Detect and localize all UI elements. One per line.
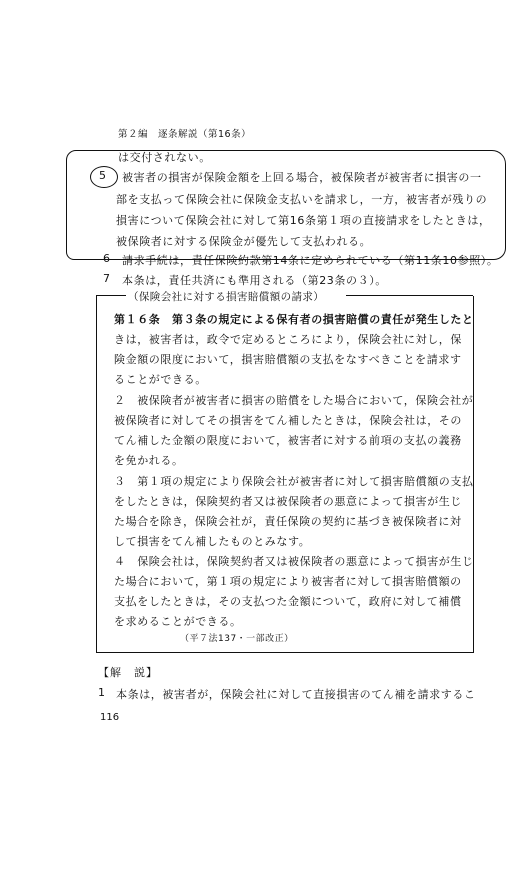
para7-number: 7 <box>103 272 111 285</box>
article-line: をしたときは，保険契約者又は被保険者の悪意によって損害が生じ <box>114 495 462 508</box>
article-line: を求めることができる。 <box>114 615 242 628</box>
para5-line: 被保険者に対する保険金が優先して支払われる。 <box>116 235 372 248</box>
article-line: ることができる。 <box>114 373 207 386</box>
commentary-number: 1 <box>98 686 106 699</box>
para5-line: 損害について保険会社に対して第16条第１項の直接請求をしたときは， <box>116 214 491 227</box>
article-line: 被保険者に対してその損害をてん補したときは，保険会社は，その <box>114 414 462 427</box>
article-line: ２ 被保険者が被害者に損害の賠償をした場合において，保険会社が <box>114 394 474 407</box>
article-line: 支払をしたときは，その支払つた金額について，政府に対して補償 <box>114 595 462 608</box>
para6-text: 請求手続は，責任保険約款第14条に定められている（第11条10参照）。 <box>122 254 499 267</box>
paragraph-number: 5 <box>99 169 107 182</box>
article-line: して損害をてん補したものとみなす。 <box>114 535 311 548</box>
amendment-note: （平７法137・一部改正） <box>180 634 294 644</box>
page-number: 116 <box>100 712 120 723</box>
article-line: を免かれる。 <box>114 454 184 467</box>
para6-number: 6 <box>103 252 111 265</box>
article-line: 険金額の限度において，損害賠償額の支払をなすべきことを請求す <box>114 353 462 366</box>
para5-line: 部を支払って保険会社に保険金支払いを請求し，一方，被害者が残りの <box>116 193 488 206</box>
article-line: た場合において，第１項の規定により被害者に対して損害賠償額の <box>114 575 462 588</box>
article-line: きは，被害者は，政令で定めるところにより，保険会社に対し，保 <box>114 333 462 346</box>
para7-text: 本条は，責任共済にも準用される（第23条の３）。 <box>122 274 387 287</box>
article-line: てん補した金額の限度において，被害者に対する前項の支払の義務 <box>114 434 462 447</box>
continued-text: は交付されない。 <box>118 151 211 164</box>
article-line: 第１６条 第３条の規定による保有者の損害賠償の責任が発生したと <box>114 313 474 326</box>
article-line: た場合を除き，保険会社が，責任保険の契約に基づき被保険者に対 <box>114 515 462 528</box>
commentary-heading: 【解 説】 <box>98 666 158 679</box>
commentary-text: 本条は，被害者が，保険会社に対して直接損害のてん補を請求するこ <box>116 688 476 701</box>
article-line: ３ 第１項の規定により保険会社が被害者に対して損害賠償額の支払 <box>114 475 474 488</box>
running-header: 第２編 逐条解説（第16条） <box>118 129 252 140</box>
para5-line: 被害者の損害が保険金額を上回る場合，被保険者が被害者に損害の一 <box>122 171 482 184</box>
article-line: ４ 保険会社は，保険契約者又は被保険者の悪意によって損害が生じ <box>114 555 474 568</box>
article-title: （保険会社に対する損害賠償額の請求） <box>128 291 325 303</box>
